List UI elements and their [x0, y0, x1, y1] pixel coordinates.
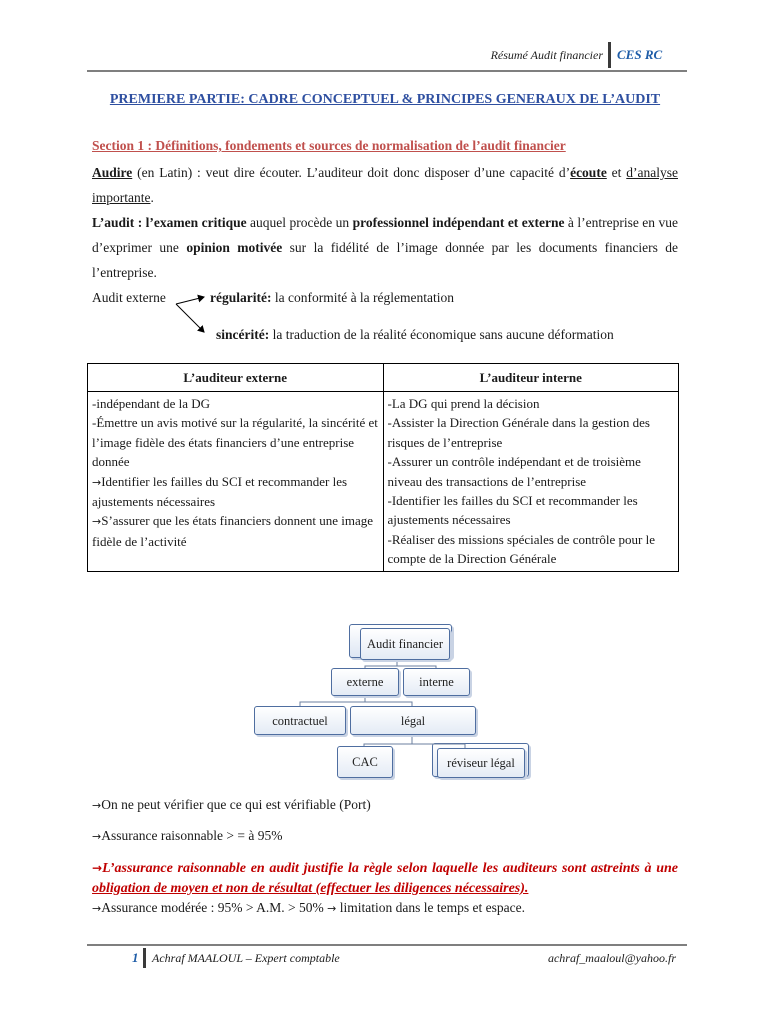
footer-email: achraf_maaloul@yahoo.fr: [547, 951, 676, 965]
footer-author: Achraf MAALOUL – Expert comptable: [152, 951, 340, 965]
term-audit: L’audit : l’examen critique: [92, 215, 247, 230]
list-item: -La DG qui prend la décision: [387, 396, 540, 411]
text: Assurance raisonnable > = à 95%: [101, 828, 283, 843]
list-item: -Émettre un avis motivé sur la régularité, la sincérité et l’image fidèle des états financiers d’une entreprise donnée: [92, 415, 378, 470]
right-arrow-icon: →: [92, 515, 102, 529]
text: et: [606, 165, 627, 180]
text: S’assurer que les états financiers donnent une image fidèle de l’activité: [92, 513, 374, 549]
section-title: Section 1 : Définitions, fondements et sources de normalisation de l’audit financier: [92, 138, 566, 153]
term-professionnel: professionnel indépendant et externe: [352, 215, 565, 230]
term-audire: Audire: [92, 165, 133, 180]
text: la traduction de la réalité économique sans aucune déformation: [269, 327, 614, 342]
term-ecoute: écoute: [570, 165, 607, 180]
text: Assurance modérée : 95% > A.M. > 50%: [101, 900, 328, 915]
list-item: -Assurer un contrôle indépendant et de troisième niveau des transactions de l’entreprise: [387, 454, 641, 489]
text: L’assurance raisonnable en audit justifie la règle selon laquelle les auditeurs sont astreints à une: [102, 861, 678, 876]
node-externe: externe: [331, 668, 399, 696]
text: .: [150, 190, 154, 205]
part-title: PREMIERE PARTIE: CADRE CONCEPTUEL & PRINCIPES GENERAUX DE L’AUDIT: [109, 92, 661, 107]
text: (en Latin) : veut dire écouter. L’auditeur doit donc disposer d’une capacité d’: [132, 165, 571, 180]
text: limitation dans le temps et espace.: [336, 900, 525, 915]
col-internal-header: L’auditeur interne: [383, 364, 679, 392]
text: Identifier les failles du SCI et recommander les ajustements nécessaires: [92, 473, 348, 510]
text: la conformité à la réglementation: [271, 290, 455, 305]
page-number: 1: [132, 950, 139, 965]
node-interne: interne: [403, 668, 470, 696]
text: auquel procède un: [246, 215, 353, 230]
node-cac: CAC: [337, 746, 393, 778]
right-arrow-icon: →: [92, 799, 102, 812]
text: sur la fidélité de l’image donnée par les documents financiers de l’entreprise.: [92, 240, 678, 280]
header-title: Résumé Audit financier: [490, 48, 603, 62]
right-arrow-icon: →: [92, 830, 102, 843]
col-external-header: L’auditeur externe: [88, 364, 384, 392]
text: à l’entreprise en vue d’exprimer une: [92, 215, 678, 255]
node-legal: légal: [350, 706, 476, 735]
term-analyse: d’analyse importante: [92, 165, 678, 205]
obligation-de-moyen: obligation de moyen et non de résultat (effectuer les diligences nécessaires).: [92, 881, 529, 896]
term-opinion: opinion motivée: [186, 240, 283, 255]
text: On ne peut vérifier que ce qui est vérifiable (Port): [101, 797, 371, 812]
list-item: -Réaliser des missions spéciales de contrôle pour le compte de la Direction Générale: [387, 531, 656, 567]
right-arrow-icon: →: [92, 475, 102, 489]
node-audit-financier: Audit financier: [360, 628, 450, 660]
list-item: -Identifier les failles du SCI et recommander les ajustements nécessaires: [387, 493, 638, 528]
right-arrow-icon: →: [92, 861, 103, 875]
node-contractuel: contractuel: [254, 706, 346, 735]
list-item: -Assister la Direction Générale dans la gestion des risques de l’entreprise: [387, 415, 650, 450]
header-brand: CES RC: [617, 47, 663, 62]
term-sincerite: sincérité:: [216, 327, 270, 342]
right-arrow-icon: →: [92, 902, 102, 915]
term-regularite: régularité:: [210, 290, 272, 305]
right-arrow-icon: →: [327, 902, 337, 915]
audit-externe-label: Audit externe: [92, 290, 166, 305]
node-reviseur-legal: réviseur légal: [437, 748, 525, 778]
list-item: -indépendant de la DG: [92, 396, 211, 411]
